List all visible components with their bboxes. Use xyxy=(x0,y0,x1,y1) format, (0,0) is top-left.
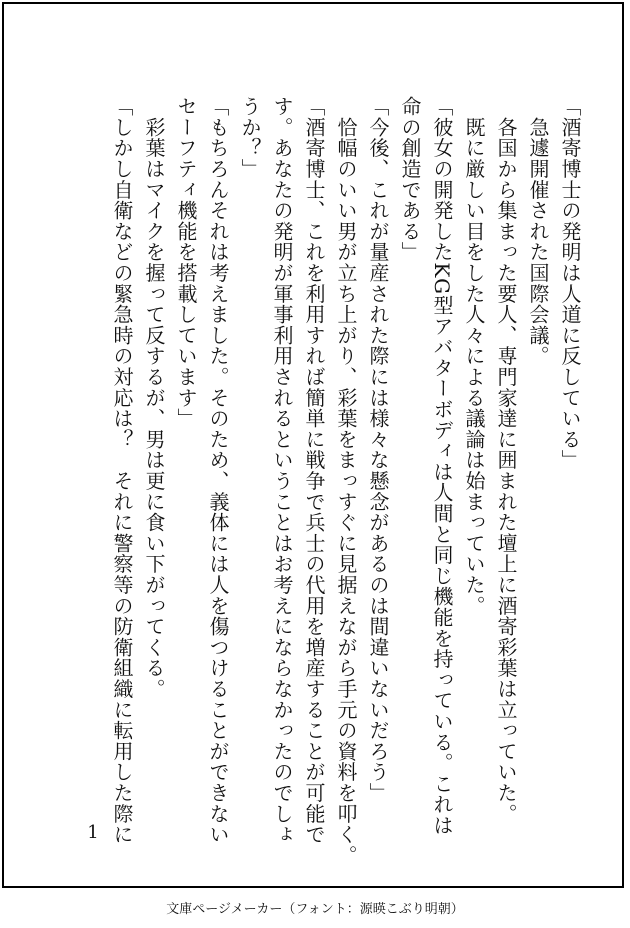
text-line: 彩葉はマイクを握って反するが、男は更に食い下がってくる。 xyxy=(142,96,166,700)
text-line: 恰幅のいい男が立ち上がり、彩葉をまっすぐに見据えながら手元の資料を叩く。 xyxy=(334,96,358,866)
text-line: 「彼女の開発したKG型アバターボディは人間と同じ機能を持っている。これは xyxy=(430,96,454,836)
text-line: うか？」 xyxy=(238,96,262,180)
text-line: 命の創造である」 xyxy=(398,96,422,263)
text-line: 「しかし自衛などの緊急時の対応は？ それに警察等の防衛組織に転用した際に xyxy=(110,96,134,845)
text-line: 「酒寄博士、これを利用すれば簡単に戦争で兵士の代用を増産することが可能で xyxy=(302,96,326,845)
text-line: 「もちろんそれは考えました。そのため、義体には人を傷つけることができない xyxy=(206,96,230,845)
text-line: 「酒寄博士の発明は人道に反している」 xyxy=(558,96,582,471)
vertical-text-block xyxy=(106,96,586,866)
text-line: 「今後、これが量産された際には様々な懸念があるのは間違いないだろう」 xyxy=(366,96,390,804)
text-line: 急遽開催された国際会議。 xyxy=(526,96,550,367)
book-page xyxy=(2,2,624,888)
page-number: 1 xyxy=(87,822,99,843)
text-line: 既に厳しい目をした人々による議論は始まっていた。 xyxy=(462,96,486,616)
text-line: セーフティ機能を搭載しています」 xyxy=(174,96,198,429)
text-line: す。あなたの発明が軍事利用されるということはお考えにならなかったのでしょ xyxy=(270,96,294,845)
text-line: 各国から集まった要人、専門家達に囲まれた壇上に酒寄彩葉は立っていた。 xyxy=(494,96,518,824)
caption: 文庫ページメーカー（フォント：源暎こぶり明朝） xyxy=(166,902,464,917)
